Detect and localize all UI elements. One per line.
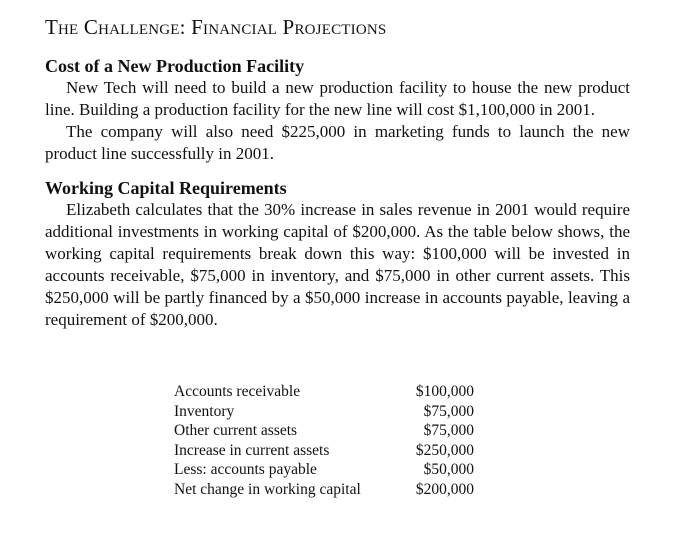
row-label: Less: accounts payable — [174, 461, 317, 478]
row-label: Increase in current assets — [174, 441, 330, 459]
table-row — [174, 402, 474, 422]
paragraph-marketing-funds: The company will also need $225,000 in marketing funds to launch the new product line successfully in 2001. — [45, 122, 630, 163]
row-label: Inventory — [174, 402, 235, 420]
section-heading-working-capital: Working Capital Requirements — [45, 178, 287, 198]
page-title: The Challenge: Financial Projections — [45, 15, 387, 39]
table-row — [174, 382, 474, 402]
row-amount: $50,000 — [423, 461, 474, 478]
document-page — [45, 14, 630, 331]
row-amount: $100,000 — [415, 383, 474, 400]
table-row — [174, 441, 474, 461]
row-label: Other current assets — [174, 422, 298, 439]
row-amount: $250,000 — [415, 441, 474, 459]
row-amount: $75,000 — [423, 422, 474, 439]
table-row — [174, 460, 474, 480]
row-amount: $75,000 — [423, 402, 474, 420]
paragraph-facility-cost: New Tech will need to build a new production facility to house the new product line. Building a production facility for the new line will cost $1,100,000 in 2001. — [45, 78, 630, 119]
row-amount: $200,000 — [415, 480, 474, 498]
table-row — [174, 421, 474, 441]
row-label: Net change in working capital — [174, 480, 361, 498]
row-label: Accounts receivable — [174, 383, 301, 400]
working-capital-table — [174, 382, 474, 499]
table-row — [174, 480, 474, 500]
section-heading-production-facility: Cost of a New Production Facility — [45, 56, 305, 76]
paragraph-working-capital: Elizabeth calculates that the 30% increase in sales revenue in 2001 would require additional investments in working capital of $200,000. As the table below shows, the working capital requirements break down this way: $100,000 will be invested in accounts receivable, $75,000 in inventory, and $75,000 in other current assets. This $250,000 will be partly financed by a $50,000 increase in accounts payable, leaving a requirement of $200,000. — [45, 200, 630, 329]
